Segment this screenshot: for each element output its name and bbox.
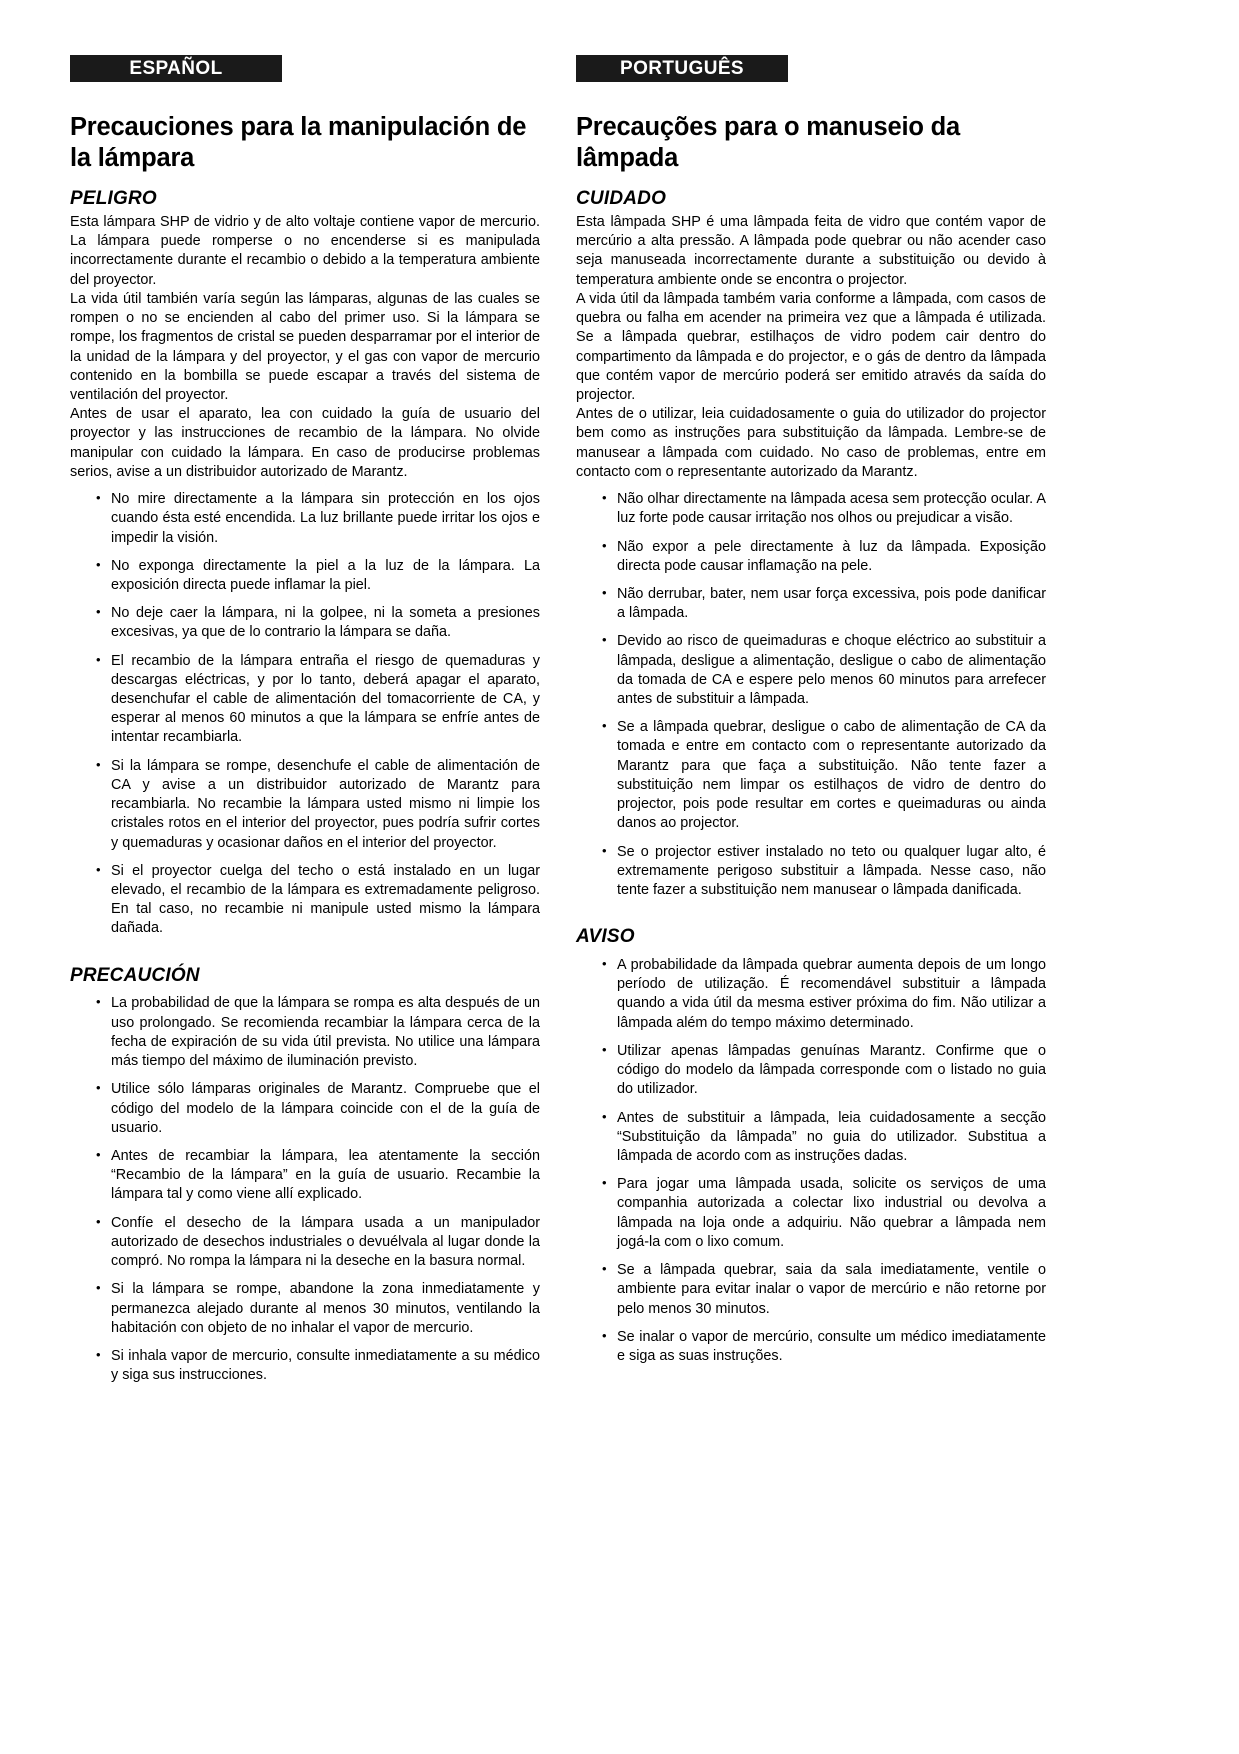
language-banner-label: PORTUGUÊS — [620, 57, 744, 79]
precaucion-bullet-list — [70, 994, 540, 1385]
paragraph: Antes de o utilizar, leia cuidadosamente o guia do utilizador do projector bem como as instruções para substituição da lâmpada. Lembre-se de manusear a lâmpada com cuidado. No caso de problemas, entre em contacto com o representante autorizado da Marantz. — [576, 406, 1046, 480]
page-title-portuguese: Precauções para o manuseio da lâmpada — [576, 113, 960, 173]
cuidado-bullet-list — [576, 490, 1046, 900]
list-item: • Antes de recambiar la lámpara, lea atentamente la sección “Recambio de la lámpara” en la guía de usuario. Recambie la lámpara tal y como viene allí explicado. — [96, 1147, 540, 1205]
list-item: • Se a lâmpada quebrar, saia da sala imediatamente, ventile o ambiente para evitar inalar o vapor de mercúrio e não retorne por pelo menos 30 minutos. — [602, 1261, 1046, 1319]
list-item: • Si el proyector cuelga del techo o está instalado en un lugar elevado, el recambio de la lámpara es extremadamente peligroso. En tal caso, no recambie ni manipule usted mismo la lámpara dañada. — [96, 862, 540, 939]
language-column-spanish — [70, 55, 540, 1385]
paragraph: Esta lámpara SHP de vidrio y de alto voltaje contiene vapor de mercurio. La lámpara puede romperse o no encenderse si es manipulada incorrectamente durante el recambio o debido a la temperatura ambiente del proyector. — [70, 214, 540, 288]
language-banner-portuguese — [576, 55, 788, 82]
list-item: • El recambio de la lámpara entraña el riesgo de quemaduras y descargas eléctricas, y por lo tanto, deberá apagar el aparato, desenchufar el cable de alimentación del tomacorriente de CA, y esperar al menos 60 minutos a que la lámpara se enfríe antes de intentar recambiarla. — [96, 652, 540, 748]
list-item: • No exponga directamente la piel a la luz de la lámpara. La exposición directa puede inflamar la piel. — [96, 557, 540, 595]
peligro-paragraphs — [70, 213, 540, 482]
list-item: • Não derrubar, bater, nem usar força excessiva, pois pode danificar a lâmpada. — [602, 585, 1046, 623]
list-item: • Utilizar apenas lâmpadas genuínas Marantz. Confirme que o código do modelo da lâmpada corresponde com o listado no guia do utilizador. — [602, 1042, 1046, 1100]
language-banner-spanish — [70, 55, 282, 82]
list-item: • Si la lámpara se rompe, abandone la zona inmediatamente y permanezca alejado durante al menos 30 minutos, ventilando la habitación con objeto de no inhalar el vapor de mercurio. — [96, 1280, 540, 1338]
list-item: • Si la lámpara se rompe, desenchufe el cable de alimentación de CA y avise a un distribuidor autorizado de Marantz para recambiarla. No recambie la lámpara usted mismo ni limpie los cristales rotos en el interior del proyector, pues podría sufrir cortes y quemaduras y ocasionar daños en el interior del proyector. — [96, 757, 540, 853]
language-banner-label: ESPAÑOL — [129, 57, 223, 79]
two-column-layout — [70, 55, 1170, 1385]
list-item: • Se a lâmpada quebrar, desligue o cabo de alimentação de CA da tomada e entre em contacto com o representante autorizado da Marantz para que faça a substituição. Não tente fazer a substituição nem limpar os estilhaços de vidro de dentro do projector, pois pode resultar em cortes e queimaduras ou ainda danos ao projector. — [602, 718, 1046, 833]
aviso-bullet-list — [576, 956, 1046, 1366]
list-item: • Devido ao risco de queimaduras e choque eléctrico ao substituir a lâmpada, desligue a alimentação, desligue o cabo de alimentação da tomada de CA e espere pelo menos 60 minutos para arrefecer antes de substituir a lâmpada. — [602, 632, 1046, 709]
paragraph: Antes de usar el aparato, lea con cuidado la guía de usuario del proyector y las instrucciones de recambio de la lámpara. No olvide manipular con cuidado la lámpara. En caso de producirse problemas serios, avise a un distribuidor autorizado de Marantz. — [70, 406, 540, 480]
heading-peligro: PELIGRO — [70, 188, 157, 210]
language-column-portuguese — [576, 55, 1046, 1366]
list-item: • Si inhala vapor de mercurio, consulte inmediatamente a su médico y siga sus instrucciones. — [96, 1347, 540, 1385]
peligro-bullet-list — [70, 490, 540, 939]
list-item: • La probabilidad de que la lámpara se rompa es alta después de un uso prolongado. Se recomienda recambiar la lámpara cerca de la fecha de expiración de su vida útil prevista. No utilice una lámpara más tiempo del máximo de iluminación previsto. — [96, 994, 540, 1071]
list-item: • Não expor a pele directamente à luz da lâmpada. Exposição directa pode causar inflamação na pele. — [602, 538, 1046, 576]
paragraph: La vida útil también varía según las lámparas, algunas de las cuales se rompen o no se encienden al cabo del primer uso. Si la lámpara se rompe, los fragmentos de cristal se pueden desparramar por el interior de la unidad de la lámpara y del proyector, y el gas con vapor de mercurio contenido en la bombilla se puede escapar a través del sistema de ventilación del proyector. — [70, 290, 540, 403]
list-item: • Para jogar uma lâmpada usada, solicite os serviços de uma companhia autorizada a colectar lixo industrial ou devolva a lâmpada na loja onde a adquiriu. Não quebrar a lâmpada nem jogá-la com o lixo comum. — [602, 1175, 1046, 1252]
paragraph: A vida útil da lâmpada também varia conforme a lâmpada, com casos de quebra ou falha em acender na primeira vez que a lâmpada é utilizada. Se a lâmpada quebrar, estilhaços de vidro podem cair dentro do compartimento da lâmpada e do projector, e o gás de dentro da lâmpada que contém vapor de mercúrio poderá ser emitido através da saída do projector. — [576, 290, 1046, 403]
heading-aviso: AVISO — [576, 926, 635, 948]
list-item: • Antes de substituir a lâmpada, leia cuidadosamente a secção “Substituição da lâmpada” no guia do utilizador. Substitua a lâmpada de acordo com as instruções dadas. — [602, 1109, 1046, 1167]
list-item: • A probabilidade da lâmpada quebrar aumenta depois de um longo período de utilização. É recomendável substituir a lâmpada quando a vida útil da mesma estiver próxima do fim. Não utilizar a lâmpada além do tempo máximo determinado. — [602, 956, 1046, 1033]
list-item: • No deje caer la lámpara, ni la golpee, ni la someta a presiones excesivas, ya que de lo contrario la lámpara se daña. — [96, 604, 540, 642]
heading-cuidado: CUIDADO — [576, 188, 667, 210]
cuidado-paragraphs — [576, 213, 1046, 482]
heading-precaucion: PRECAUCIÓN — [70, 964, 200, 986]
list-item: • Se o projector estiver instalado no teto ou qualquer lugar alto, é extremamente perigoso substituir a lâmpada. Nesse caso, não tente fazer a substituição nem manusear o lâmpada danificada. — [602, 843, 1046, 901]
page-title-spanish: Precauciones para la manipulación de la lámpara — [70, 113, 527, 173]
list-item: • Não olhar directamente na lâmpada acesa sem protecção ocular. A luz forte pode causar irritação nos olhos ou prejudicar a visão. — [602, 490, 1046, 528]
list-item: • Se inalar o vapor de mercúrio, consulte um médico imediatamente e siga as suas instruções. — [602, 1328, 1046, 1366]
paragraph: Esta lâmpada SHP é uma lâmpada feita de vidro que contém vapor de mercúrio a alta pressão. A lâmpada pode quebrar ou não acender caso seja manuseada incorrectamente durante a substituição ou devido à temperatura ambiente onde se encontra o projector. — [576, 214, 1046, 288]
list-item: • Confíe el desecho de la lámpara usada a un manipulador autorizado de desechos industriales o devuélvala al lugar donde la compró. No rompa la lámpara ni la deseche en la basura normal. — [96, 1214, 540, 1272]
list-item: • Utilice sólo lámparas originales de Marantz. Compruebe que el código del modelo de la lámpara coincide con el de la guía de usuario. — [96, 1080, 540, 1138]
list-item: • No mire directamente a la lámpara sin protección en los ojos cuando ésta esté encendida. La luz brillante puede irritar los ojos e impedir la visión. — [96, 490, 540, 548]
